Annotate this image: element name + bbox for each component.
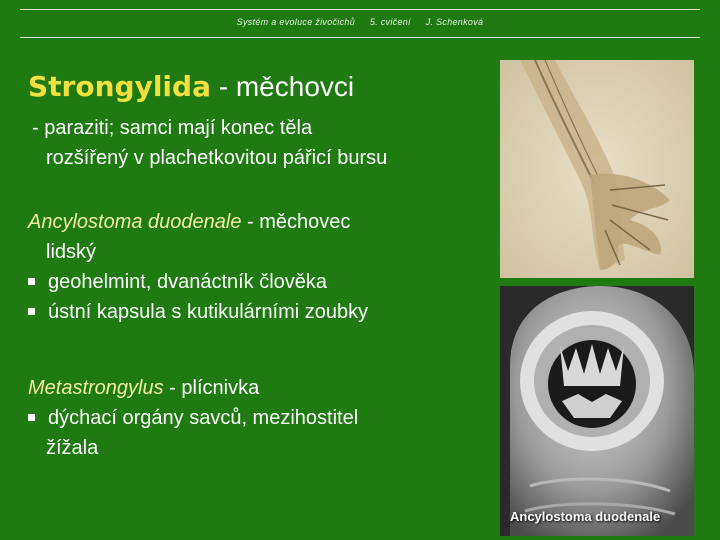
ancylostoma-heading <box>28 211 350 233</box>
section-metastrongylus <box>28 373 478 463</box>
mouth-capsule-micrograph <box>500 286 694 536</box>
exercise-number: 5. cvičení <box>369 17 411 27</box>
bullet-square-icon <box>28 308 35 315</box>
bullet-text: dýchací orgány savců, mezihostitel <box>48 407 359 429</box>
bullet-square-icon <box>28 278 35 285</box>
slide-title <box>28 70 354 103</box>
list-item <box>28 267 478 297</box>
title-group: Strongylida <box>28 70 211 103</box>
header-rule-bottom <box>20 37 700 38</box>
author-name: J. Schenková <box>425 17 484 27</box>
metastrongylus-heading <box>28 377 259 399</box>
bullet-square-icon <box>28 414 35 421</box>
intro-text <box>32 113 482 173</box>
list-item <box>28 403 478 433</box>
course-name: Systém a evoluce živočichů <box>236 17 356 27</box>
title-separator: - <box>210 71 236 102</box>
metastrongylus-suffix: - plícnivka <box>163 377 260 399</box>
mouth-capsule-illustration <box>500 286 694 536</box>
bullet-text: ústní kapsula s kutikulárními zoubky <box>48 301 369 323</box>
section-ancylostoma <box>28 207 478 327</box>
bullet-text: geohelmint, dvanáctník člověka <box>48 271 328 293</box>
slide-header <box>0 17 720 27</box>
metastrongylus-name: Metastrongylus <box>28 377 164 399</box>
list-item <box>28 297 478 327</box>
ancylostoma-suffix-2: lidský <box>46 241 97 263</box>
intro-line-1: - paraziti; samci mají konec těla <box>32 117 313 139</box>
ancylostoma-suffix: - měchovec <box>241 211 351 233</box>
bullet-continuation: žížala <box>46 437 99 459</box>
micrograph-caption: Ancylostoma duodenale <box>510 509 661 524</box>
bursa-micrograph <box>500 60 694 278</box>
bursa-illustration <box>500 60 694 278</box>
header-rule-top <box>20 9 700 10</box>
ancylostoma-name: Ancylostoma duodenale <box>28 211 242 233</box>
intro-line-2: rozšířený v plachetkovitou pářicí bursu <box>46 147 388 169</box>
title-common: měchovci <box>235 71 355 102</box>
